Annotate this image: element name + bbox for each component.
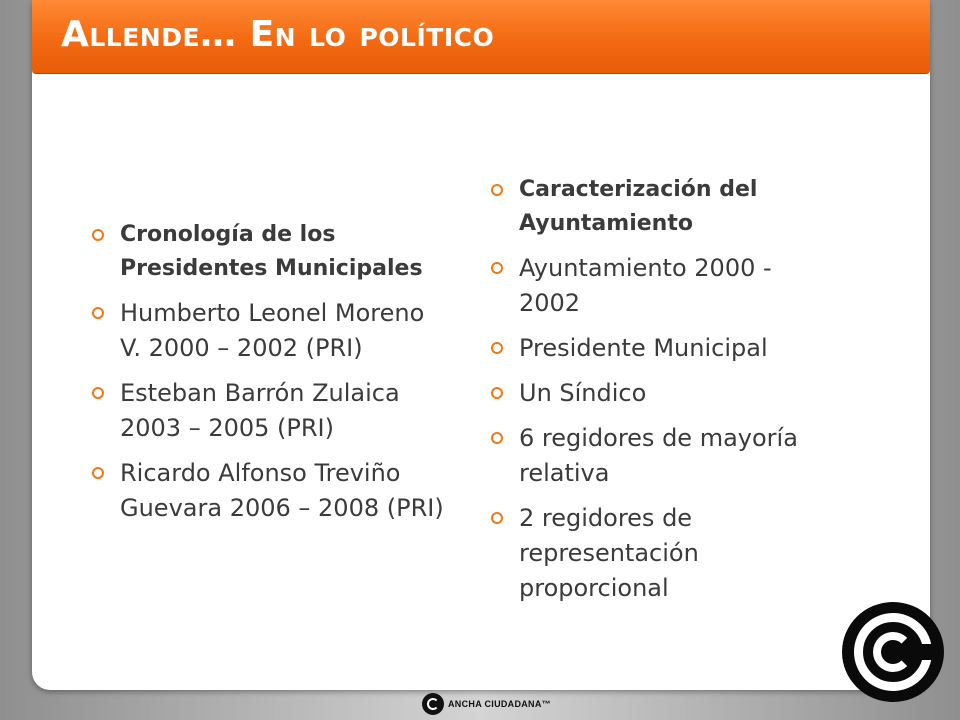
bullet-icon (491, 262, 503, 274)
left-column (92, 218, 452, 536)
list-item (491, 173, 831, 241)
list-item (491, 331, 831, 366)
list-item (491, 251, 831, 321)
list-item (92, 456, 452, 526)
list-item (92, 376, 452, 446)
list-item (491, 501, 831, 606)
footer-logo (422, 692, 551, 716)
list-item (92, 296, 452, 366)
copyright-logo-icon (842, 602, 944, 702)
footer-logo-text: ANCHA CIUDADANA™ (448, 699, 551, 709)
slide (32, 0, 930, 690)
bullet-icon (92, 467, 104, 479)
bullet-icon (92, 387, 104, 399)
bullet-icon (491, 342, 503, 354)
list-item-text: Presidente Municipal (519, 334, 768, 362)
list-item-text: Humberto Leonel Moreno V. 2000 – 2002 (PRI) (120, 299, 425, 362)
right-column (491, 173, 831, 616)
list-item (92, 218, 452, 286)
title-bar (32, 0, 930, 74)
list-item-text: 2 regidores de representación proporcional (519, 504, 699, 602)
list-item-text: 6 regidores de mayoría relativa (519, 424, 798, 487)
bullet-icon (491, 432, 503, 444)
bullet-icon (491, 387, 503, 399)
list-item-text: Ayuntamiento 2000 - 2002 (519, 254, 772, 317)
list-item-text: Esteban Barrón Zulaica 2003 – 2005 (PRI) (120, 379, 400, 442)
list-item-text: Un Síndico (519, 379, 647, 407)
bullet-icon (92, 307, 104, 319)
list-item-text: Ricardo Alfonso Treviño Guevara 2006 – 2008 (PRI) (120, 459, 444, 522)
list-item-text: Caracterización del Ayuntamiento (519, 177, 758, 236)
bullet-icon (92, 229, 104, 241)
bullet-icon (491, 184, 503, 196)
slide-title: Allende… En lo político (61, 14, 495, 55)
list-item (491, 376, 831, 411)
bullet-icon (491, 512, 503, 524)
list-item (491, 421, 831, 491)
mini-logo-icon (422, 693, 444, 715)
list-item-text: Cronología de los Presidentes Municipales (120, 222, 423, 281)
